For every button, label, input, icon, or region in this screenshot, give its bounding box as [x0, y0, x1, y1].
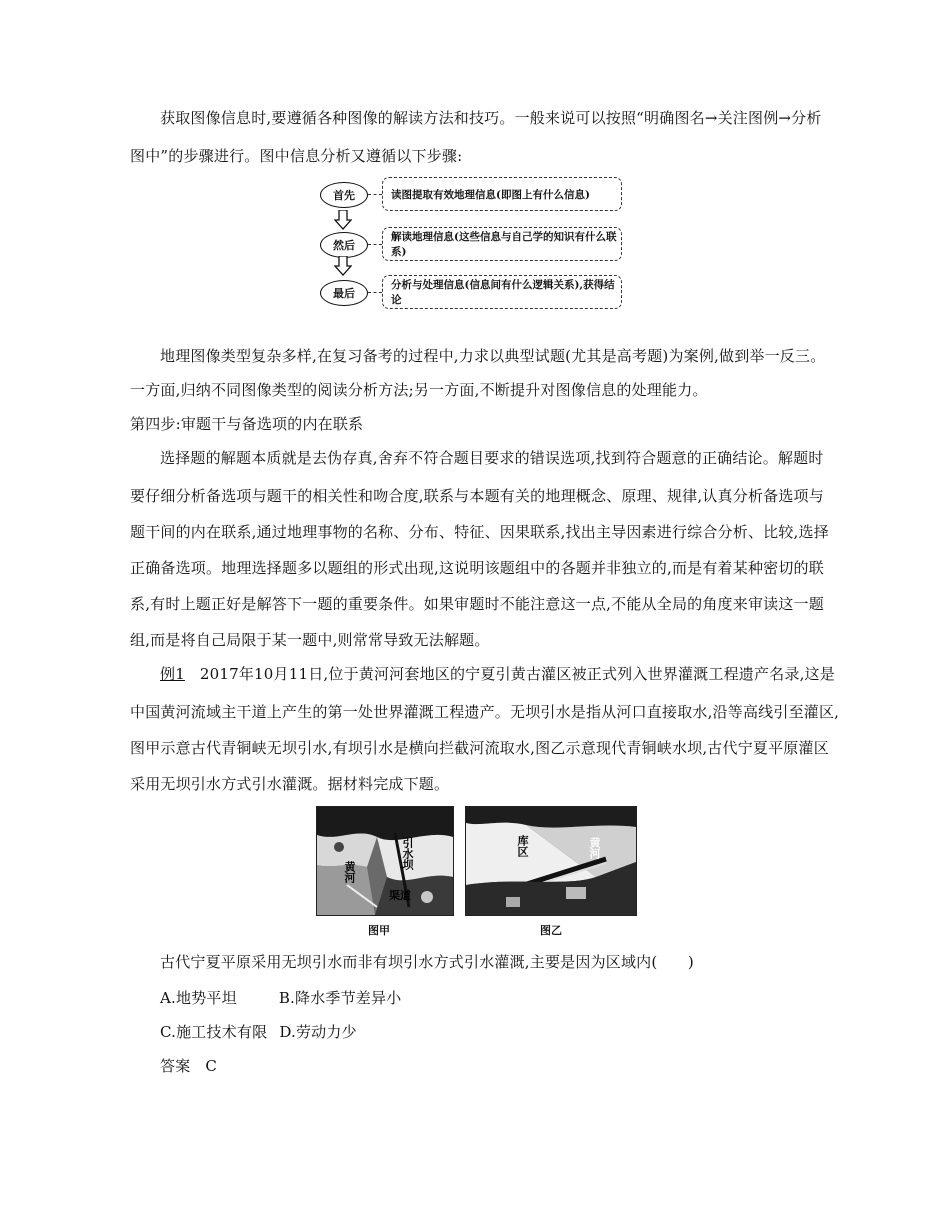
flow-step-3-label: 最后: [320, 280, 368, 306]
figure-jia-photo: [316, 806, 454, 916]
down-arrow-icon: [334, 210, 352, 230]
label-dam: 引水坝: [401, 837, 414, 870]
label-canal: 渠道: [389, 889, 411, 902]
figure-yi-caption: 图乙: [540, 924, 562, 937]
paragraph-2-line-1: 地理图像类型复杂多样,在复习备考的过程中,力求以典型试题(尤其是高考题)为案例,做到举一反三。: [160, 347, 826, 365]
paragraph-1-line-2: 图中”的步骤进行。图中信息分析又遵循以下步骤:: [130, 147, 463, 165]
figure-jia-caption: 图甲: [368, 924, 390, 937]
option-c: C.施工技术有限: [160, 1023, 268, 1041]
step-4-heading: 第四步:审题干与备选项的内在联系: [130, 415, 364, 433]
flow-step-1-box: 读图提取有效地理信息(即图上有什么信息): [382, 177, 622, 211]
flow-connector: [368, 194, 382, 195]
example-label: 例1: [160, 665, 185, 683]
flow-step-3-box: 分析与处理信息(信息间有什么逻辑关系),获得结论: [382, 275, 622, 309]
option-d: D.劳动力少: [279, 1023, 357, 1041]
label-reservoir: 库区: [516, 835, 529, 857]
option-row-2: [160, 1022, 357, 1042]
paragraph-1-line-1: 获取图像信息时,要遵循各种图像的解读方法和技巧。一般来说可以按照“明确图名→关注图例→分析: [160, 109, 822, 127]
paragraph-3-line-5: 系,有时上题正好是解答下一题的重要条件。如果审题时不能注意这一点,不能从全局的角度来审读这一题: [130, 595, 824, 613]
example-1-line-3: 图甲示意古代青铜峡无坝引水,有坝引水是横向拦截河流取水,图乙示意现代青铜峡水坝,古代宁夏平原灌区: [130, 739, 829, 757]
option-a: A.地势平坦: [160, 989, 237, 1007]
example-1-line-1: [160, 664, 835, 684]
option-b: B.降水季节差异小: [278, 989, 402, 1007]
paragraph-3-line-3: 题干间的内在联系,通过地理事物的名称、分布、特征、因果联系,找出主导因素进行综合分析、比较,选择: [130, 523, 829, 541]
flow-connector: [368, 244, 382, 245]
answer-label: 答案: [160, 1057, 191, 1075]
label-yellow-river: 黄河: [588, 837, 601, 859]
flow-connector: [368, 292, 382, 293]
example-text: 2017年10月11日,位于黄河河套地区的宁夏引黄古灌区被正式列入世界灌溉工程遗产名录,这是: [199, 665, 835, 683]
flow-step-1-label: 首先: [320, 182, 368, 208]
label-river: 黄河: [343, 861, 356, 883]
answer-line: [160, 1056, 217, 1076]
flow-step-2-label: 然后: [320, 232, 368, 258]
question-stem: 古代宁夏平原采用无坝引水而非有坝引水方式引水灌溉,主要是因为区域内( ): [160, 953, 694, 971]
analysis-flowchart: [320, 176, 630, 312]
example-1-line-2: 中国黄河流域主干道上产生的第一处世界灌溉工程遗产。无坝引水是指从河口直接取水,沿等高线引至灌区,: [130, 703, 840, 721]
flow-step-2-box: 解读地理信息(这些信息与自己学的知识有什么联系): [382, 227, 622, 261]
example-1-line-4: 采用无坝引水方式引水灌溉。据材料完成下题。: [130, 775, 450, 793]
option-row-1: [160, 988, 401, 1008]
figure-yi-photo: [465, 806, 637, 916]
paragraph-2-line-2: 一方面,归纳不同图像类型的阅读分析方法;另一方面,不断提升对图像信息的处理能力。: [130, 381, 708, 399]
paragraph-3-line-4: 正确备选项。地理选择题多以题组的形式出现,这说明该题组中的各题并非独立的,而是有着某种密切的联: [130, 559, 824, 577]
paragraph-3-line-2: 要仔细分析备选项与题干的相关性和吻合度,联系与本题有关的地理概念、原理、规律,认真分析备选项与: [130, 487, 824, 505]
down-arrow-icon: [334, 256, 352, 276]
answer-value: C: [205, 1057, 217, 1075]
paragraph-3-line-1: 选择题的解题本质就是去伪存真,舍弃不符合题目要求的错误选项,找到符合题意的正确结论。解题时: [160, 449, 824, 467]
paragraph-3-line-6: 组,而是将自己局限于某一题中,则常常导致无法解题。: [130, 631, 490, 649]
